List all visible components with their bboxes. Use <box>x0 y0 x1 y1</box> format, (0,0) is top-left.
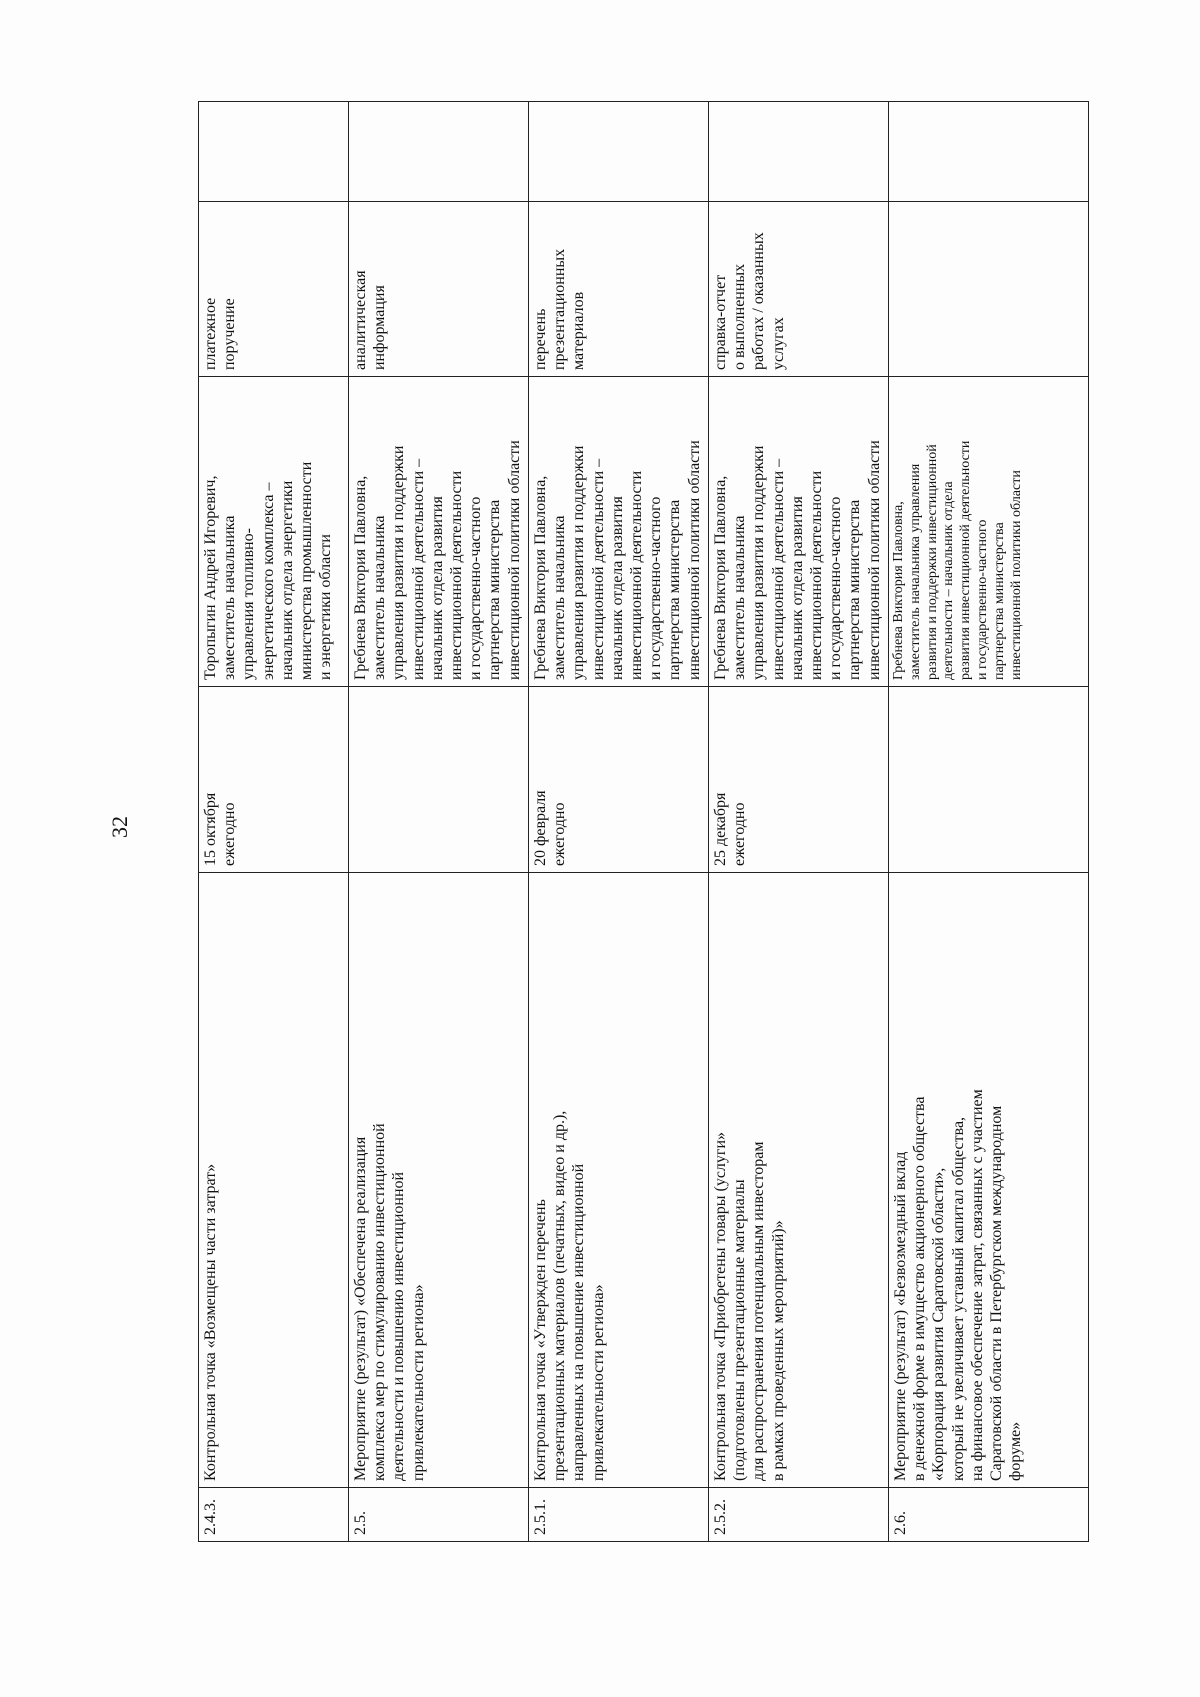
table-row <box>349 102 529 1542</box>
row-description: Мероприятие (результат) «Безвозмездный вклад в денежной форме в имущество акционерного общества «Корпорация развития Саратовской области», который не увеличивает уставный капитал общества, на финансовое обеспечение затрат, связанных с участием Саратовской области в Петербургском международном форуме» <box>889 873 1089 1488</box>
row-extra <box>709 102 889 202</box>
row-deadline: 25 декабря ежегодно <box>709 687 889 873</box>
row-number: 2.6. <box>889 1488 1089 1542</box>
plan-table <box>198 101 1089 1542</box>
row-responsible: Торопыгин Андрей Игоревич, заместитель начальника управления топливно- энергетического комплекса – начальник отдела энергетики министерства промышленности и энергетики области <box>199 377 349 687</box>
row-extra <box>349 102 529 202</box>
row-deadline <box>349 687 529 873</box>
table-row <box>709 102 889 1542</box>
row-description: Контрольная точка «Утвержден перечень презентационных материалов (печатных, видео и др.), направленных на повышение инвестиционной привлекательности региона» <box>529 873 709 1488</box>
row-document: перечень презентационных материалов <box>529 202 709 377</box>
row-deadline: 15 октября ежегодно <box>199 687 349 873</box>
row-document <box>889 202 1089 377</box>
rotated-table-wrapper <box>198 102 1088 1542</box>
row-document: аналитическая информация <box>349 202 529 377</box>
table-row <box>529 102 709 1542</box>
row-description: Мероприятие (результат) «Обеспечена реализация комплекса мер по стимулированию инвестиционной деятельности и повышению инвестиционной привлекательности региона» <box>349 873 529 1488</box>
row-document: справка-отчет о выполненных работах / оказанных услугах <box>709 202 889 377</box>
row-number: 2.5. <box>349 1488 529 1542</box>
table-row <box>889 102 1089 1542</box>
row-extra <box>889 102 1089 202</box>
row-description: Контрольная точка «Возмещены части затрат» <box>199 873 349 1488</box>
row-number: 2.5.2. <box>709 1488 889 1542</box>
row-description: Контрольная точка «Приобретены товары (услуги» (подготовлены презентационные материалы для распространения потенциальным инвесторам в рамках проведенных мероприятий)» <box>709 873 889 1488</box>
row-extra <box>529 102 709 202</box>
row-number: 2.5.1. <box>529 1488 709 1542</box>
row-responsible: Гребнева Виктория Павловна, заместитель начальника управления развития и поддержки инвестиционной деятельности – начальник отдела развития инвестиционной деятельности и государственно-частного партнерства министерства инвестиционной политики области <box>709 377 889 687</box>
row-extra <box>199 102 349 202</box>
row-number: 2.4.3. <box>199 1488 349 1542</box>
row-deadline: 20 февраля ежегодно <box>529 687 709 873</box>
row-responsible: Гребнева Виктория Павловна, заместитель начальника управления развития и поддержки инвестиционной деятельности – начальник отдела развития инвестиционной деятельности и государственно-частного партнерства министерства инвестиционной политики области <box>529 377 709 687</box>
page-number: 32 <box>107 816 132 838</box>
row-deadline <box>889 687 1089 873</box>
row-responsible: Гребнева Виктория Павловна, заместитель начальника управления развития и поддержки инвестиционной деятельности – начальник отдела развития инвестиционной деятельности и государственно-частного партнерства министерства инвестиционной политики области <box>889 377 1089 687</box>
row-document: платежное поручение <box>199 202 349 377</box>
table-row <box>199 102 349 1542</box>
row-responsible: Гребнева Виктория Павловна, заместитель начальника управления развития и поддержки инвестиционной деятельности – начальник отдела развития инвестиционной деятельности и государственно-частного партнерства министерства инвестиционной политики области <box>349 377 529 687</box>
